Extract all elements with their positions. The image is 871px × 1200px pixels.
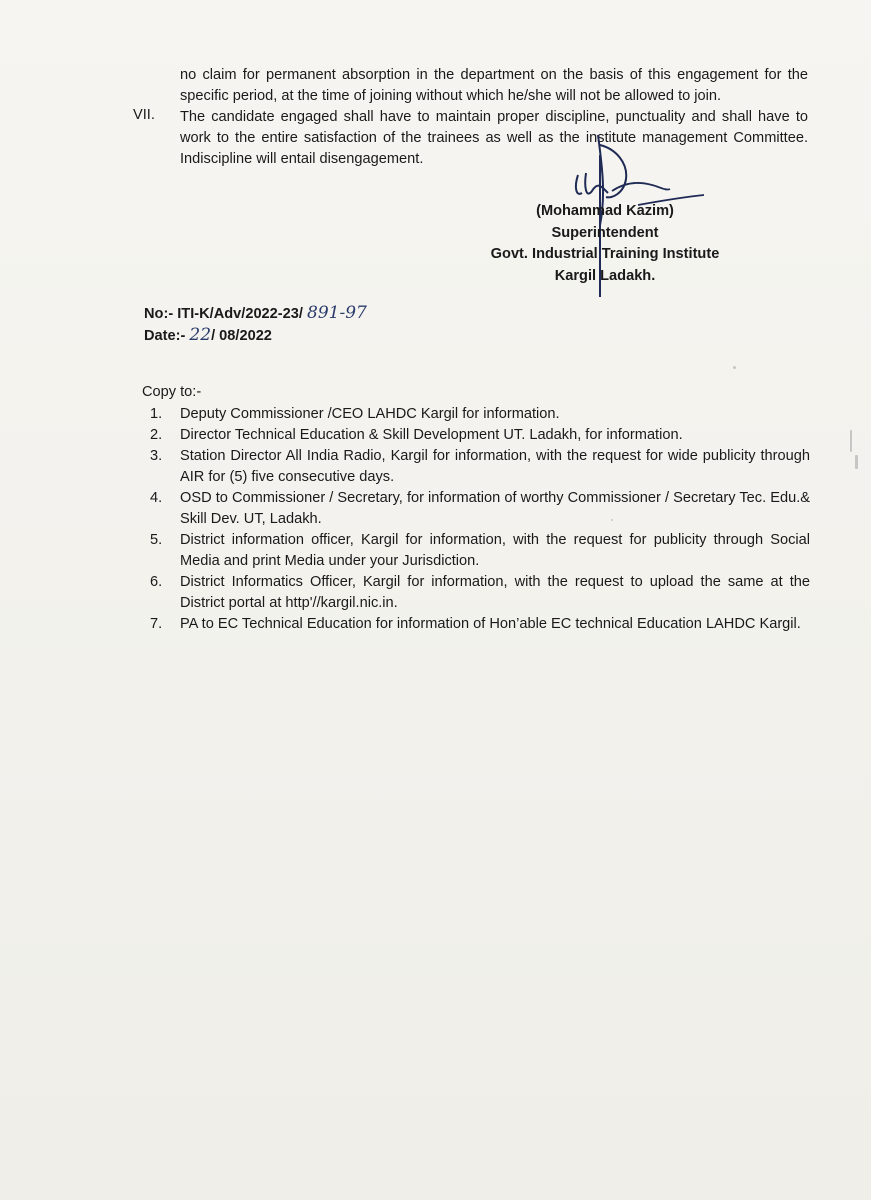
copy-to-item-number: 1.: [150, 406, 163, 422]
scan-speck: [855, 455, 858, 469]
signatory-block: [470, 201, 740, 287]
copy-to-item: [150, 446, 810, 487]
reference-date-handwritten: 22: [189, 325, 212, 345]
copy-to-item: [150, 425, 810, 446]
signatory-name: (Mohammad Kazim): [536, 203, 674, 219]
copy-to-item-text: OSD to Commissioner / Secretary, for information of worthy Commissioner / Secretary Tec. Edu.& Skill Dev. UT, Ladakh.: [180, 490, 810, 528]
scan-speck: [733, 366, 736, 369]
copy-to-item: [150, 404, 810, 425]
scan-speck: [850, 430, 852, 452]
copy-to-item-number: 6.: [150, 574, 163, 591]
clause-vii-number: VII.: [133, 107, 155, 123]
copy-to-list: [150, 404, 810, 635]
copy-to-item-text: Director Technical Education & Skill Development UT. Ladakh, for information.: [180, 427, 683, 444]
signatory-institute: Govt. Industrial Training Institute: [490, 246, 720, 262]
reference-date-label: Date:-: [144, 328, 186, 344]
reference-number-handwritten: 891-97: [307, 303, 367, 323]
clause-vii-text: The candidate engaged shall have to maintain proper discipline, punctuality and shall have to work to the entire satisfaction of the trainees as well as the institute management Committee. Indiscipline will entail disengagement.: [180, 109, 808, 167]
copy-to-item-text: District information officer, Kargil for information, with the request for publicity through Social Media and print Media under your Jurisdiction.: [180, 532, 810, 569]
copy-to-item-number: 2.: [150, 427, 163, 444]
copy-to-item-number: 4.: [150, 490, 163, 507]
reference-date: [144, 325, 272, 345]
copy-to-item-number: 7.: [150, 616, 163, 633]
copy-to-item-text: Station Director All India Radio, Kargil for information, with the request for wide publicity through AIR for (5) five consecutive days.: [180, 448, 810, 486]
copy-to-item-text: District Informatics Officer, Kargil for information, with the request to upload the same at the District portal at http'//kargil.nic.in.: [180, 574, 810, 611]
signatory-location: Kargil Ladakh.: [554, 267, 656, 284]
copy-to-item: [150, 488, 810, 529]
copy-to-item: [150, 614, 810, 635]
signatory-designation: Superintendent: [551, 224, 659, 241]
reference-number: [144, 303, 367, 323]
copy-to-item-number: 5.: [150, 532, 163, 549]
copy-to-item: [150, 572, 810, 613]
copy-to-item-text: Deputy Commissioner /CEO LAHDC Kargil for information.: [180, 406, 560, 422]
copy-to-item-number: 3.: [150, 448, 163, 465]
copy-to-item: [150, 530, 810, 571]
copy-to-item-text: PA to EC Technical Education for information of Hon’able EC technical Education LAHDC Kargil.: [180, 616, 801, 633]
reference-number-label: No:- ITI-K/Adv/2022-23/: [144, 306, 303, 322]
continuation-paragraph: no claim for permanent absorption in the department on the basis of this engagement for the specific period, at the time of joining without which he/she will not be allowed to join.: [180, 67, 808, 104]
reference-date-suffix: / 08/2022: [211, 328, 272, 344]
scan-speck: [611, 519, 613, 521]
copy-to-heading: Copy to:-: [142, 384, 202, 400]
